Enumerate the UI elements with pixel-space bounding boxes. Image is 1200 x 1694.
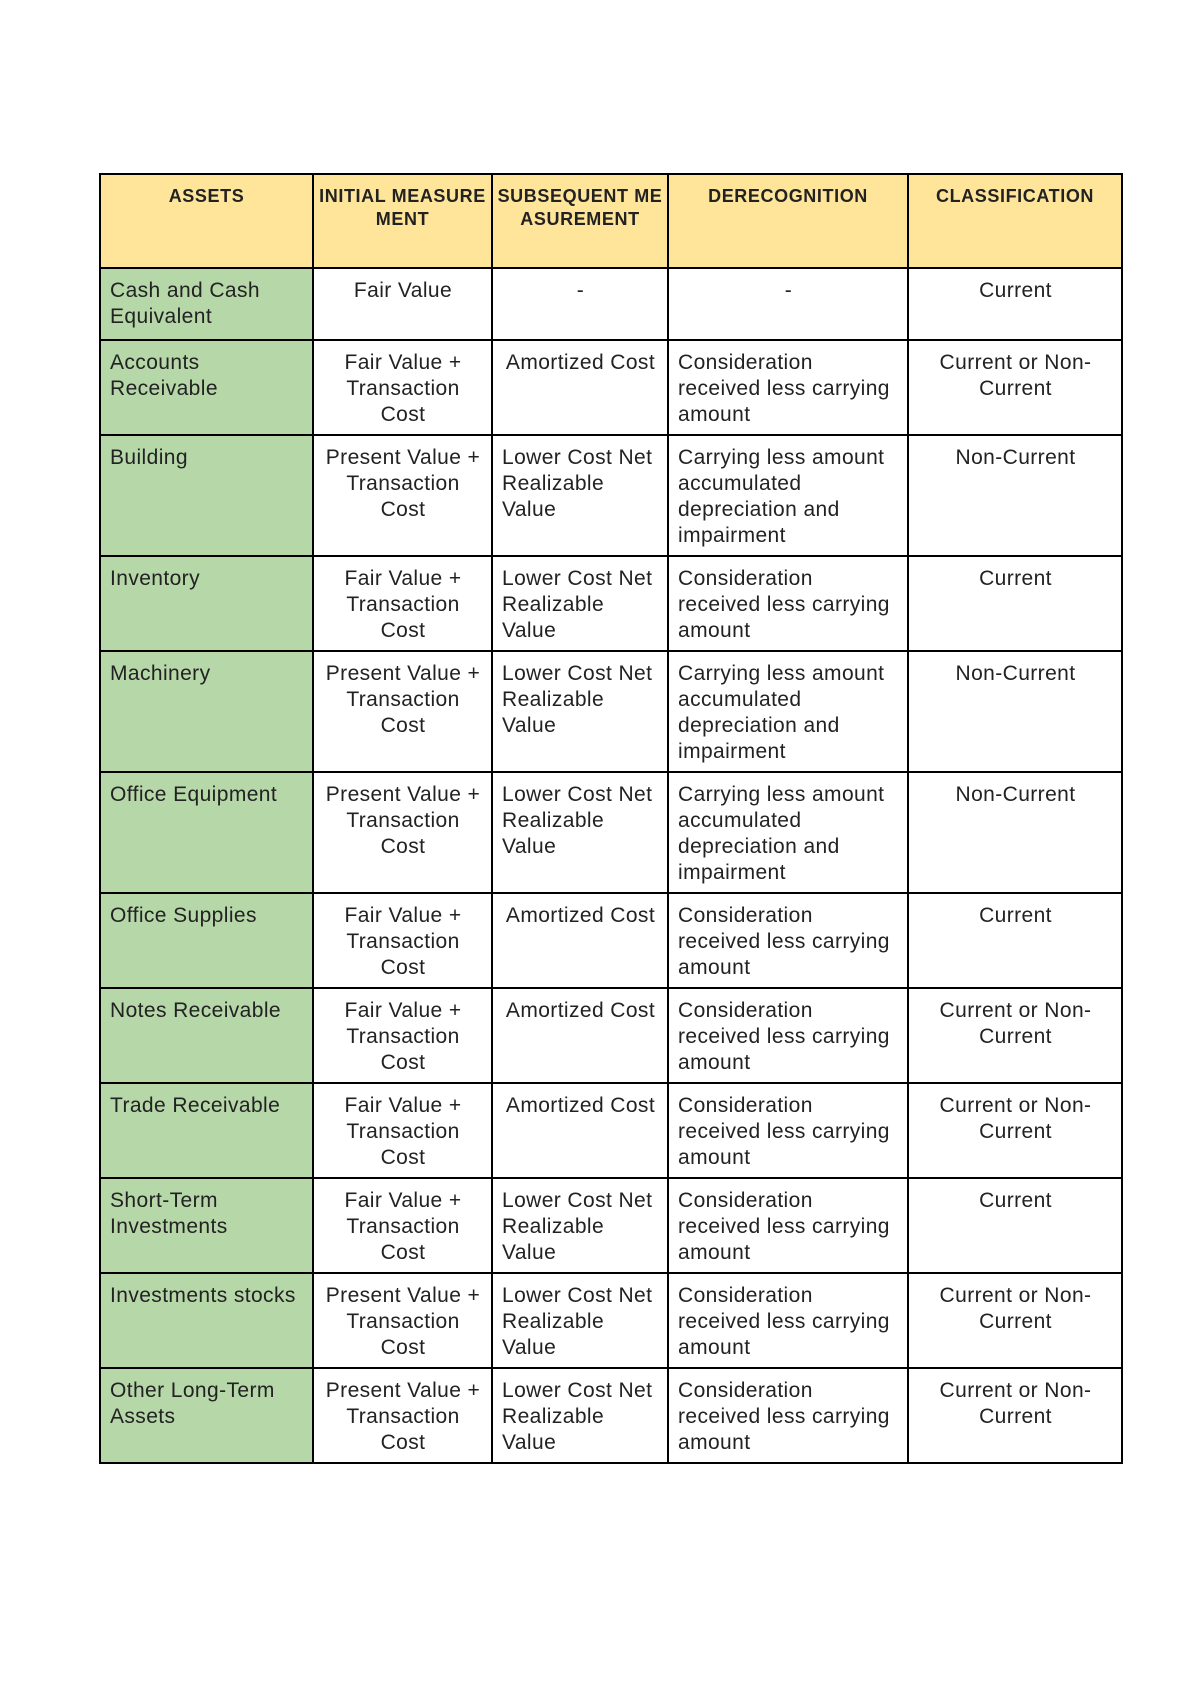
cell-initial-measurement: Fair Value + Transaction Cost xyxy=(313,988,492,1083)
asset-measurement-table xyxy=(99,173,1123,1464)
cell-classification: Non-Current xyxy=(908,651,1122,772)
table-row xyxy=(100,435,1122,556)
cell-initial-measurement: Present Value + Transaction Cost xyxy=(313,435,492,556)
cell-derecognition: Consideration received less carrying amount xyxy=(668,893,908,988)
cell-subsequent-measurement: Lower Cost Net Realizable Value xyxy=(492,1273,668,1368)
cell-classification: Non-Current xyxy=(908,435,1122,556)
table-row xyxy=(100,1083,1122,1178)
cell-initial-measurement: Present Value + Transaction Cost xyxy=(313,1368,492,1463)
cell-asset: Other Long-Term Assets xyxy=(100,1368,313,1463)
cell-derecognition: Carrying less amount accumulated depreciation and impairment xyxy=(668,772,908,893)
cell-derecognition: Consideration received less carrying amount xyxy=(668,1273,908,1368)
cell-subsequent-measurement: Lower Cost Net Realizable Value xyxy=(492,556,668,651)
cell-classification: Current or Non-Current xyxy=(908,988,1122,1083)
cell-classification: Current xyxy=(908,893,1122,988)
cell-derecognition: Consideration received less carrying amount xyxy=(668,1083,908,1178)
table-row xyxy=(100,893,1122,988)
cell-subsequent-measurement: Lower Cost Net Realizable Value xyxy=(492,435,668,556)
table-row xyxy=(100,772,1122,893)
cell-initial-measurement: Fair Value + Transaction Cost xyxy=(313,1083,492,1178)
header-subsequent-measurement: SUBSEQUENT MEASUREMENT xyxy=(492,174,668,268)
cell-initial-measurement: Fair Value + Transaction Cost xyxy=(313,340,492,435)
cell-subsequent-measurement: Amortized Cost xyxy=(492,988,668,1083)
cell-classification: Current xyxy=(908,1178,1122,1273)
cell-asset: Accounts Receivable xyxy=(100,340,313,435)
cell-derecognition: Consideration received less carrying amount xyxy=(668,556,908,651)
cell-subsequent-measurement: Lower Cost Net Realizable Value xyxy=(492,651,668,772)
header-derecognition: DERECOGNITION xyxy=(668,174,908,268)
cell-asset: Trade Receivable xyxy=(100,1083,313,1178)
cell-subsequent-measurement: Amortized Cost xyxy=(492,893,668,988)
cell-subsequent-measurement: Lower Cost Net Realizable Value xyxy=(492,1178,668,1273)
table-row xyxy=(100,340,1122,435)
cell-derecognition: - xyxy=(668,268,908,340)
cell-asset: Machinery xyxy=(100,651,313,772)
cell-asset: Investments stocks xyxy=(100,1273,313,1368)
cell-initial-measurement: Fair Value xyxy=(313,268,492,340)
cell-derecognition: Carrying less amount accumulated depreciation and impairment xyxy=(668,435,908,556)
cell-initial-measurement: Present Value + Transaction Cost xyxy=(313,772,492,893)
table-body xyxy=(100,268,1122,1463)
cell-subsequent-measurement: - xyxy=(492,268,668,340)
table-row xyxy=(100,1178,1122,1273)
header-row xyxy=(100,174,1122,268)
cell-derecognition: Consideration received less carrying amount xyxy=(668,340,908,435)
cell-initial-measurement: Present Value + Transaction Cost xyxy=(313,1273,492,1368)
cell-classification: Current or Non-Current xyxy=(908,1273,1122,1368)
table-row xyxy=(100,651,1122,772)
table-row xyxy=(100,988,1122,1083)
header-initial-measurement: INITIAL MEASUREMENT xyxy=(313,174,492,268)
cell-asset: Cash and Cash Equivalent xyxy=(100,268,313,340)
cell-asset: Short-Term Investments xyxy=(100,1178,313,1273)
header-classification: CLASSIFICATION xyxy=(908,174,1122,268)
cell-classification: Current xyxy=(908,556,1122,651)
cell-subsequent-measurement: Amortized Cost xyxy=(492,1083,668,1178)
cell-initial-measurement: Present Value + Transaction Cost xyxy=(313,651,492,772)
cell-subsequent-measurement: Lower Cost Net Realizable Value xyxy=(492,772,668,893)
table-header xyxy=(100,174,1122,268)
cell-classification: Current or Non-Current xyxy=(908,340,1122,435)
table-row xyxy=(100,1273,1122,1368)
cell-derecognition: Consideration received less carrying amount xyxy=(668,1178,908,1273)
cell-initial-measurement: Fair Value + Transaction Cost xyxy=(313,893,492,988)
cell-asset: Notes Receivable xyxy=(100,988,313,1083)
cell-subsequent-measurement: Amortized Cost xyxy=(492,340,668,435)
table-row xyxy=(100,1368,1122,1463)
cell-derecognition: Consideration received less carrying amount xyxy=(668,988,908,1083)
cell-initial-measurement: Fair Value + Transaction Cost xyxy=(313,1178,492,1273)
cell-subsequent-measurement: Lower Cost Net Realizable Value xyxy=(492,1368,668,1463)
cell-derecognition: Carrying less amount accumulated depreciation and impairment xyxy=(668,651,908,772)
cell-classification: Non-Current xyxy=(908,772,1122,893)
cell-derecognition: Consideration received less carrying amount xyxy=(668,1368,908,1463)
cell-asset: Office Supplies xyxy=(100,893,313,988)
cell-classification: Current xyxy=(908,268,1122,340)
cell-asset: Inventory xyxy=(100,556,313,651)
table-row xyxy=(100,556,1122,651)
cell-classification: Current or Non-Current xyxy=(908,1083,1122,1178)
header-assets: ASSETS xyxy=(100,174,313,268)
table-row xyxy=(100,268,1122,340)
cell-asset: Office Equipment xyxy=(100,772,313,893)
cell-classification: Current or Non-Current xyxy=(908,1368,1122,1463)
cell-initial-measurement: Fair Value + Transaction Cost xyxy=(313,556,492,651)
cell-asset: Building xyxy=(100,435,313,556)
